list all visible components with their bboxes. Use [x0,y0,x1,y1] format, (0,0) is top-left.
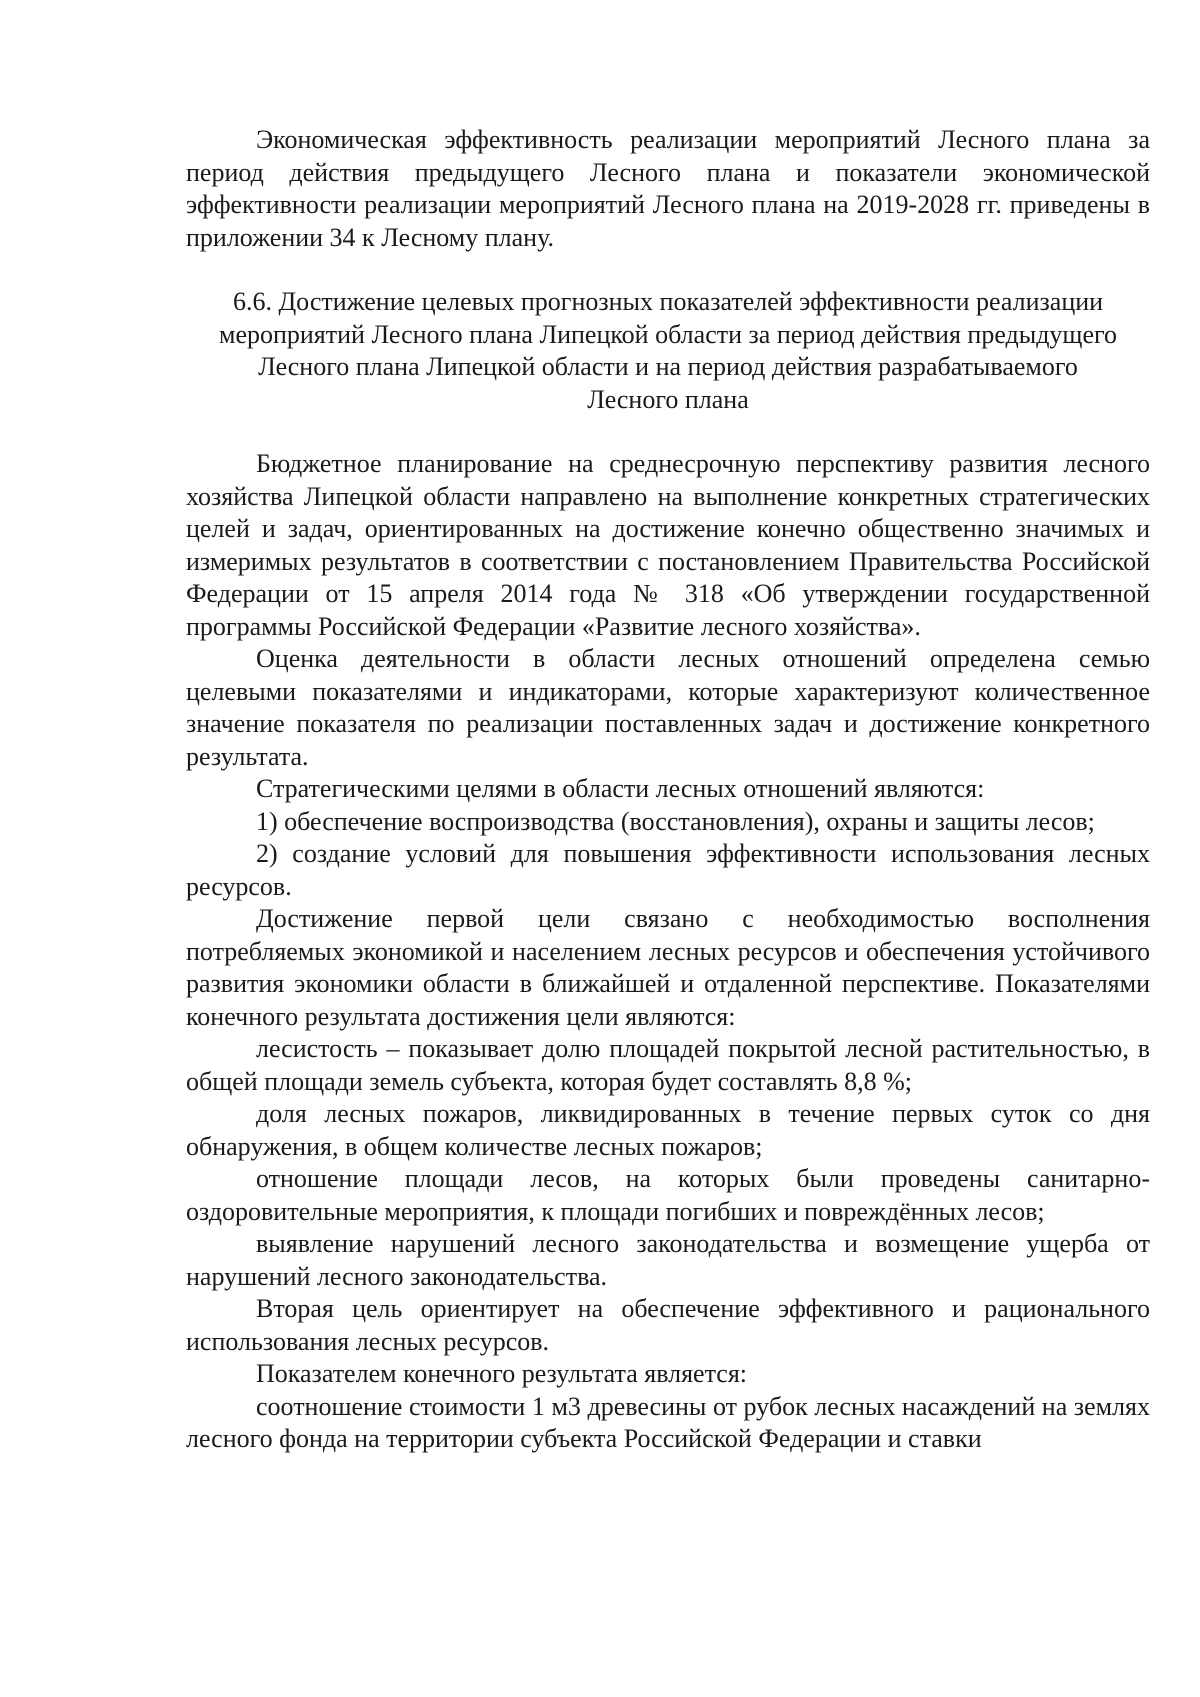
paragraph-final-indicator: Показателем конечного результата является: [256,1359,748,1388]
spacer [186,254,1150,286]
paragraph-activity-assessment: Оценка деятельности в области лесных отношений определена семью целевыми показателями и индикаторами, которые характеризуют количественное значение показателя по реализации поставленных задач и достижение конкретного результата. [186,644,1150,771]
indicator-forest-fires: доля лесных пожаров, ликвидированных в течение первых суток со дня обнаружения, в общем количестве лесных пожаров; [186,1099,1150,1161]
indicator-sanitary-measures: отношение площади лесов, на которых были проведены санитарно-оздоровительные мероприятия, к площади погибших и повреждённых лесов; [186,1164,1150,1226]
paragraph-strategic-goals: Стратегическими целями в области лесных отношений являются: [256,774,985,803]
indicator-forest-cover: лесистость – показывает долю площадей покрытой лесной растительностью, в общей площади земель субъекта, которая будет составлять 8,8 %; [186,1034,1150,1096]
indicator-wood-cost-ratio: соотношение стоимости 1 м3 древесины от рубок лесных насаждений на землях лесного фонда на территории субъекта Российской Федерации и ставки [186,1391,1150,1453]
paragraph-first-goal: Достижение первой цели связано с необходимостью восполнения потребляемых экономикой и населением лесных ресурсов и обеспечения устойчивого развития экономики области в ближайшей и отдаленной перспективе. Показателями конечного результата достижения цели являются: [186,904,1150,1031]
indicator-violations: выявление нарушений лесного законодательства и возмещение ущерба от нарушений лесного законодательства. [186,1229,1150,1291]
list-item-goal-2: 2) создание условий для повышения эффективности использования лесных ресурсов. [186,839,1150,901]
document-page [186,124,1150,1456]
paragraph-second-goal: Вторая цель ориентирует на обеспечение эффективного и рационального использования лесных ресурсов. [186,1294,1150,1356]
intro-paragraph: Экономическая эффективность реализации мероприятий Лесного плана за период действия предыдущего Лесного плана и показатели экономической эффективности реализации мероприятий Лесного плана на 2019-2028 гг. приведены в приложении 34 к Лесному плану. [186,125,1150,252]
list-item-goal-1: 1) обеспечение воспроизводства (восстановления), охраны и защиты лесов; [256,806,1095,836]
paragraph-budget-planning: Бюджетное планирование на среднесрочную перспективу развития лесного хозяйства Липецкой области направлено на выполнение конкретных стратегических целей и задач, ориентированных на достижение конечно общественно значимых и измеримых результатов в соответствии с постановлением Правительства Российской Федерации от 15 апреля 2014 года № 318 «Об утверждении государственной программы Российской Федерации «Развитие лесного хозяйства». [186,449,1150,641]
section-heading: 6.6. Достижение целевых прогнозных показателей эффективности реализации мероприятий Лесного плана Липецкой области за период действия предыдущего Лесного плана Липецкой области и на период действия разрабатываемого Лесного плана [218,287,1118,414]
spacer [186,416,1150,448]
